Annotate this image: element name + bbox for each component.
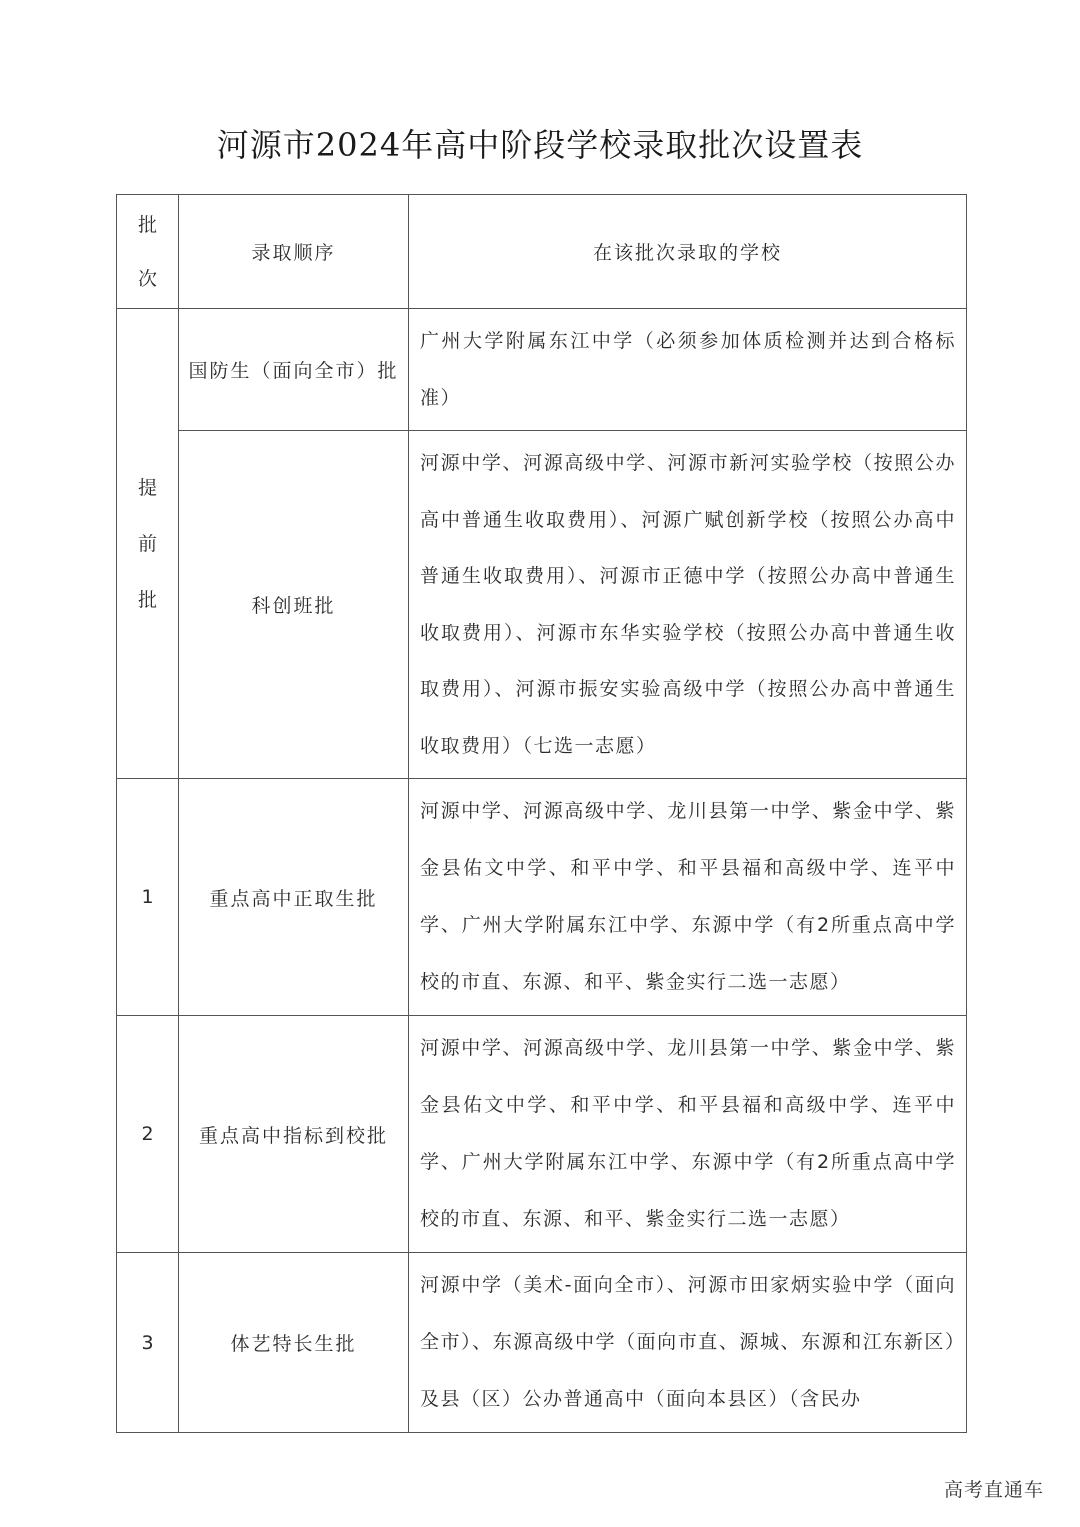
early-batch-char: 提 xyxy=(137,476,157,499)
header-row xyxy=(117,195,967,309)
table-row xyxy=(117,431,967,779)
header-order: 录取顺序 xyxy=(179,195,409,309)
watermark: 高考直通车 xyxy=(944,1479,1045,1501)
order-cell: 重点高中正取生批 xyxy=(179,779,409,1016)
header-schools: 在该批次录取的学校 xyxy=(409,195,967,309)
early-batch-char: 批 xyxy=(137,588,157,611)
schools-cell: 广州大学附属东江中学（必须参加体质检测并达到合格标准） xyxy=(409,309,967,431)
early-batch-cell xyxy=(117,309,179,779)
header-batch-char: 次 xyxy=(137,267,157,290)
page-title: 河源市2024年高中阶段学校录取批次设置表 xyxy=(216,126,864,164)
batch-number-cell: 2 xyxy=(117,1016,179,1253)
table-row xyxy=(117,1253,967,1433)
admission-batch-table xyxy=(116,194,967,1433)
batch-number-cell: 1 xyxy=(117,779,179,1016)
order-cell: 重点高中指标到校批 xyxy=(179,1016,409,1253)
table-continuation-line xyxy=(116,1387,117,1397)
table-row xyxy=(117,779,967,1016)
order-cell: 国防生（面向全市）批 xyxy=(179,309,409,431)
early-batch-char: 前 xyxy=(137,532,157,555)
schools-cell: 河源中学（美术-面向全市）、河源市田家炳实验中学（面向全市）、东源高级中学（面向市直、源城、东源和江东新区）及县（区）公办普通高中（面向本县区）（含民办 xyxy=(409,1253,967,1433)
order-cell: 体艺特长生批 xyxy=(179,1253,409,1433)
table-row xyxy=(117,1016,967,1253)
table-row xyxy=(117,309,967,431)
header-batch xyxy=(117,195,179,309)
schools-cell: 河源中学、河源高级中学、龙川县第一中学、紫金中学、紫金县佑文中学、和平中学、和平县福和高级中学、连平中学、广州大学附属东江中学、东源中学（有2所重点高中学校的市直、东源、和平、紫金实行二选一志愿） xyxy=(409,1016,967,1253)
order-cell: 科创班批 xyxy=(179,431,409,779)
header-batch-char: 批 xyxy=(137,213,157,236)
schools-cell: 河源中学、河源高级中学、龙川县第一中学、紫金中学、紫金县佑文中学、和平中学、和平县福和高级中学、连平中学、广州大学附属东江中学、东源中学（有2所重点高中学校的市直、东源、和平、紫金实行二选一志愿） xyxy=(409,779,967,1016)
schools-cell: 河源中学、河源高级中学、河源市新河实验学校（按照公办高中普通生收取费用）、河源广赋创新学校（按照公办高中普通生收取费用）、河源市正德中学（按照公办高中普通生收取费用）、河源市东华实验学校（按照公办高中普通生收取费用）、河源市振安实验高级中学（按照公办高中普通生收取费用）（七选一志愿） xyxy=(409,431,967,779)
batch-number-cell: 3 xyxy=(117,1253,179,1433)
